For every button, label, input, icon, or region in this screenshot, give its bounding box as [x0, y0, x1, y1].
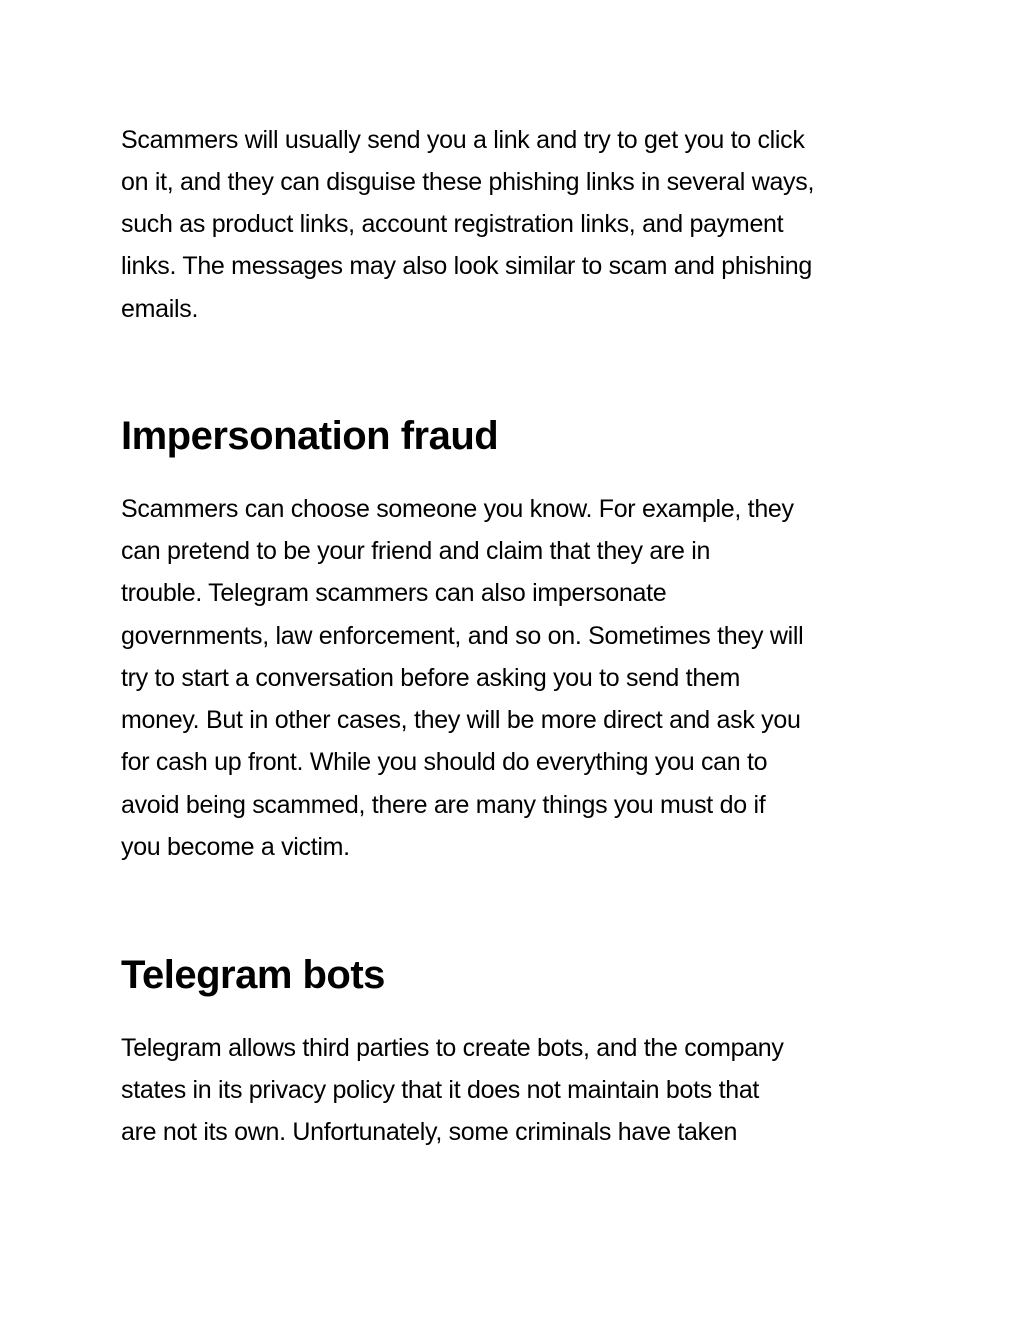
- paragraph-line: money. But in other cases, they will be more direct and ask you: [121, 706, 801, 734]
- paragraph-line: states in its privacy policy that it does not maintain bots that: [121, 1076, 760, 1104]
- paragraph-line: are not its own. Unfortunately, some criminals have taken: [121, 1118, 738, 1146]
- paragraph-line: links. The messages may also look similar to scam and phishing: [121, 252, 812, 280]
- paragraph-line: emails.: [121, 295, 199, 323]
- paragraph-line: on it, and they can disguise these phishing links in several ways,: [121, 168, 815, 196]
- paragraph-line: try to start a conversation before asking you to send them: [121, 664, 741, 692]
- paragraph-line: such as product links, account registration links, and payment: [121, 210, 784, 238]
- paragraph-line: trouble. Telegram scammers can also impersonate: [121, 579, 667, 607]
- paragraph-line: Scammers will usually send you a link and try to get you to click: [121, 126, 805, 154]
- paragraph-line: Scammers can choose someone you know. For example, they: [121, 495, 794, 523]
- section-heading-telegram-bots: Telegram bots: [121, 953, 385, 997]
- paragraph-line: for cash up front. While you should do everything you can to: [121, 748, 768, 776]
- paragraph-line: can pretend to be your friend and claim that they are in: [121, 537, 711, 565]
- paragraph-line: avoid being scammed, there are many things you must do if: [121, 791, 766, 819]
- paragraph-line: Telegram allows third parties to create bots, and the company: [121, 1034, 784, 1062]
- section-heading-impersonation-fraud: Impersonation fraud: [121, 414, 499, 458]
- paragraph-line: you become a victim.: [121, 833, 350, 861]
- paragraph-line: governments, law enforcement, and so on. Sometimes they will: [121, 622, 804, 650]
